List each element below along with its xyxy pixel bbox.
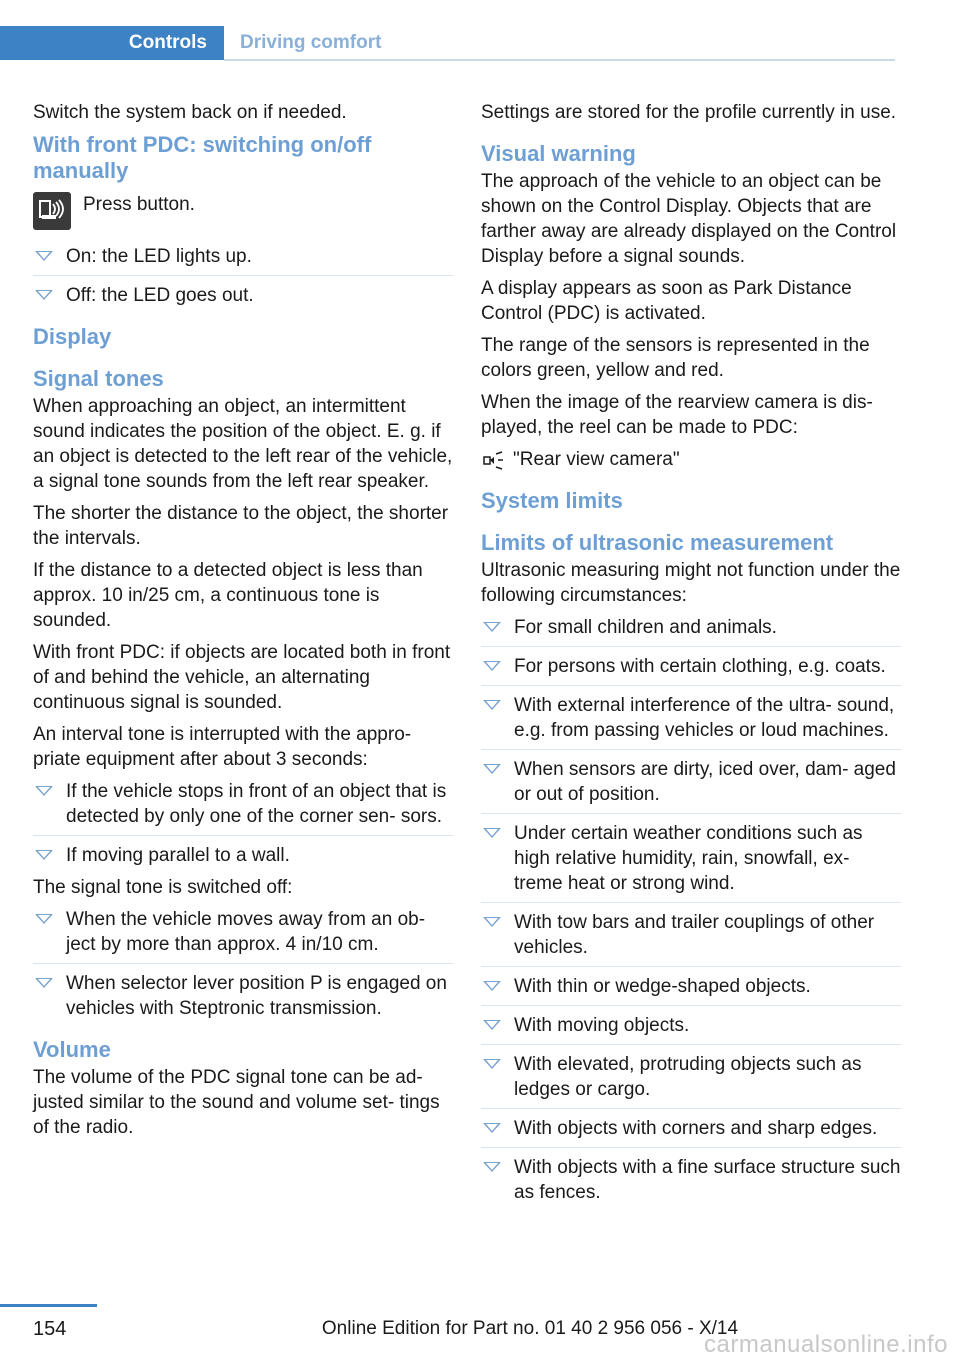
header-tab-driving-comfort: Driving comfort: [240, 32, 382, 53]
signal-tones-heading: Signal tones: [33, 366, 164, 391]
triangle-bullet-icon: [483, 700, 501, 710]
visual-paragraph-4: When the image of the rearview camera is dis‐ played, the reel can be made to PDC:: [481, 392, 873, 438]
triangle-bullet-icon: [35, 251, 53, 261]
system-limits-heading: System limits: [481, 488, 623, 513]
pdc-button-icon: [33, 192, 71, 230]
camera-row: [481, 447, 901, 472]
list-item: If the vehicle stops in front of an object that is detected by only one of the corner sen‐ sors.: [33, 779, 453, 836]
signal-paragraph-3: If the distance to a detected object is less than approx. 10 in/25 cm, a continuous tone is sounded.: [33, 560, 423, 631]
ultrasonic-paragraph: Ultrasonic measuring might not function under the following circumstances:: [481, 560, 901, 606]
ultrasonic-list: [481, 615, 901, 1205]
list-item: Off: the LED goes out.: [33, 283, 453, 308]
list-item: With moving objects.: [481, 1013, 901, 1045]
volume-heading: Volume: [33, 1037, 111, 1062]
list-item: With objects with a fine surface structure such as fences.: [481, 1155, 901, 1205]
camera-label: "Rear view camera": [513, 449, 680, 470]
triangle-bullet-icon: [35, 914, 53, 924]
visual-warning-heading: Visual warning: [481, 141, 636, 166]
ultrasonic-heading: Limits of ultrasonic measurement: [481, 530, 834, 555]
switched-off-list: [33, 907, 453, 1021]
triangle-bullet-icon: [483, 917, 501, 927]
left-column: [33, 100, 453, 1147]
triangle-bullet-icon: [483, 1020, 501, 1030]
header-tab-controls: Controls: [0, 26, 224, 60]
signal-paragraph-2: The shorter the distance to the object, the shorter the intervals.: [33, 503, 449, 549]
display-heading: Display: [33, 324, 112, 349]
triangle-bullet-icon: [483, 661, 501, 671]
triangle-bullet-icon: [35, 786, 53, 796]
signal-paragraph-5: An interval tone is interrupted with the appro‐ priate equipment after about 3 seconds:: [33, 724, 412, 770]
onoff-list: [33, 244, 453, 308]
list-item: Under certain weather conditions such as high relative humidity, rain, snowfall, ex‐ treme heat or strong wind.: [481, 821, 901, 903]
visual-paragraph-1: The approach of the vehicle to an object can be shown on the Control Display. Objects that are farther away are already displayed on the Control Display before a signal sounds.: [481, 171, 897, 267]
list-item: If moving parallel to a wall.: [33, 843, 453, 868]
front-pdc-heading: With front PDC: switching on/off manually: [33, 132, 372, 183]
list-item: When selector lever position P is engaged on vehicles with Steptronic transmission.: [33, 971, 453, 1021]
list-item: For persons with certain clothing, e.g. coats.: [481, 654, 901, 686]
footer-divider: [0, 1304, 97, 1307]
page-number: 154: [33, 1318, 67, 1340]
list-item: With tow bars and trailer couplings of other vehicles.: [481, 910, 901, 967]
interval-list: [33, 779, 453, 868]
visual-paragraph-3: The range of the sensors is represented in the colors green, yellow and red.: [481, 335, 870, 381]
triangle-bullet-icon: [483, 1123, 501, 1133]
intro-text: Switch the system back on if needed.: [33, 102, 347, 123]
triangle-bullet-icon: [483, 764, 501, 774]
volume-paragraph: The volume of the PDC signal tone can be ad‐ justed similar to the sound and volume set‐ tings of the radio.: [33, 1067, 440, 1138]
visual-paragraph-2: A display appears as soon as Park Distance Control (PDC) is activated.: [481, 278, 852, 324]
triangle-bullet-icon: [483, 828, 501, 838]
edition-text: Online Edition for Part no. 01 40 2 956 056 - X/14: [321, 1318, 739, 1339]
list-item: When the vehicle moves away from an ob‐ ject by more than approx. 4 in/10 cm.: [33, 907, 453, 964]
signal-paragraph-4: With front PDC: if objects are located both in front of and behind the vehicle, an alternating continuous signal is sounded.: [33, 642, 451, 713]
list-item: For small children and animals.: [481, 615, 901, 647]
triangle-bullet-icon: [35, 978, 53, 988]
triangle-bullet-icon: [35, 290, 53, 300]
rear-camera-icon: [481, 450, 505, 470]
triangle-bullet-icon: [483, 622, 501, 632]
press-button-row: [33, 192, 453, 230]
triangle-bullet-icon: [483, 1162, 501, 1172]
press-button-text: Press button.: [83, 194, 195, 215]
list-item: With external interference of the ultra‐ sound, e.g. from passing vehicles or loud machines.: [481, 693, 901, 750]
list-item: With thin or wedge-shaped objects.: [481, 974, 901, 1006]
header-divider: [224, 59, 895, 61]
switched-off-intro: The signal tone is switched off:: [33, 877, 293, 898]
list-item: With objects with corners and sharp edges.: [481, 1116, 901, 1148]
watermark: carmanualsonline.info: [704, 1331, 948, 1358]
triangle-bullet-icon: [483, 981, 501, 991]
settings-paragraph: Settings are stored for the profile currently in use.: [481, 102, 897, 123]
page-header: [0, 26, 895, 60]
list-item: With elevated, protruding objects such as ledges or cargo.: [481, 1052, 901, 1109]
list-item: When sensors are dirty, iced over, dam‐ aged or out of position.: [481, 757, 901, 814]
list-item: On: the LED lights up.: [33, 244, 453, 276]
triangle-bullet-icon: [35, 850, 53, 860]
triangle-bullet-icon: [483, 1059, 501, 1069]
signal-paragraph-1: When approaching an object, an intermittent sound indicates the position of the object. E. g. if an object is detected to the left rear of the vehicle, a signal tone sounds from the left rear speaker.: [33, 396, 453, 492]
right-column: [481, 100, 901, 1212]
